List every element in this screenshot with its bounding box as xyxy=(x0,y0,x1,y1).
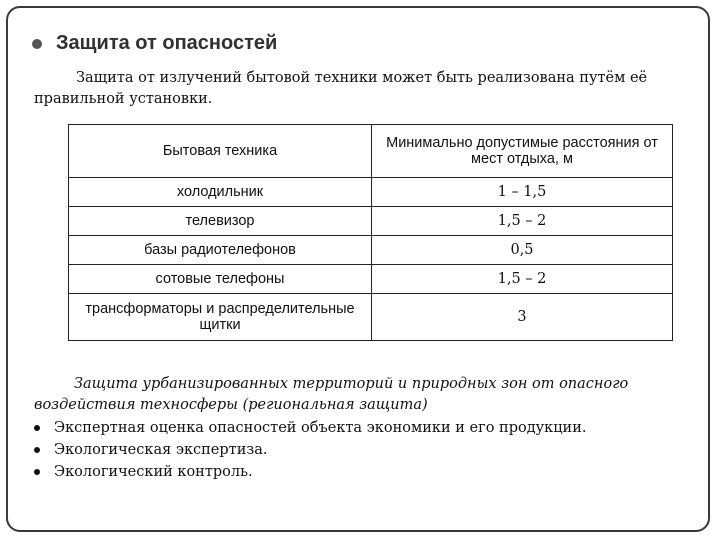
table-row xyxy=(69,207,673,236)
distance-cell: 1,5 – 2 xyxy=(372,207,673,236)
list-item-text: Экологический контроль. xyxy=(54,464,253,480)
device-cell: телевизор xyxy=(69,207,372,236)
list-item xyxy=(34,439,587,461)
slide-frame xyxy=(6,6,710,532)
table-row xyxy=(69,236,673,265)
device-cell: базы радиотелефонов xyxy=(69,236,372,265)
table-header-row xyxy=(69,125,673,178)
page-title: Защита от опасностей xyxy=(56,32,278,54)
device-cell: сотовые телефоны xyxy=(69,265,372,294)
list-item-text: Экспертная оценка опасностей объекта экономики и его продукции. xyxy=(54,420,587,436)
table-row xyxy=(69,294,673,341)
bullet-icon xyxy=(34,469,40,475)
device-cell: трансформаторы и распределительные щитки xyxy=(69,294,372,341)
bullet-icon xyxy=(32,39,42,49)
list-item xyxy=(34,461,587,483)
bullet-icon xyxy=(34,425,40,431)
distance-cell: 1,5 – 2 xyxy=(372,265,673,294)
list-item-text: Экологическая экспертиза. xyxy=(54,442,268,458)
distance-cell: 1 – 1,5 xyxy=(372,178,673,207)
table-row xyxy=(69,265,673,294)
table-row xyxy=(69,178,673,207)
title-row xyxy=(32,32,277,55)
intro-paragraph: Защита от излучений бытовой техники может быть реализована путём её правильной установки. xyxy=(34,70,648,107)
measures-list xyxy=(34,417,587,483)
distance-cell: 0,5 xyxy=(372,236,673,265)
section-heading: Защита урбанизированных территорий и природных зон от опасного воздействия техносферы (региональная защита) xyxy=(34,376,629,413)
header-device: Бытовая техника xyxy=(69,125,372,178)
bullet-icon xyxy=(34,447,40,453)
list-item xyxy=(34,417,587,439)
distance-table xyxy=(68,124,673,341)
distance-cell: 3 xyxy=(372,294,673,341)
device-cell: холодильник xyxy=(69,178,372,207)
header-distance: Минимально допустимые расстояния от мест отдыха, м xyxy=(372,125,673,178)
